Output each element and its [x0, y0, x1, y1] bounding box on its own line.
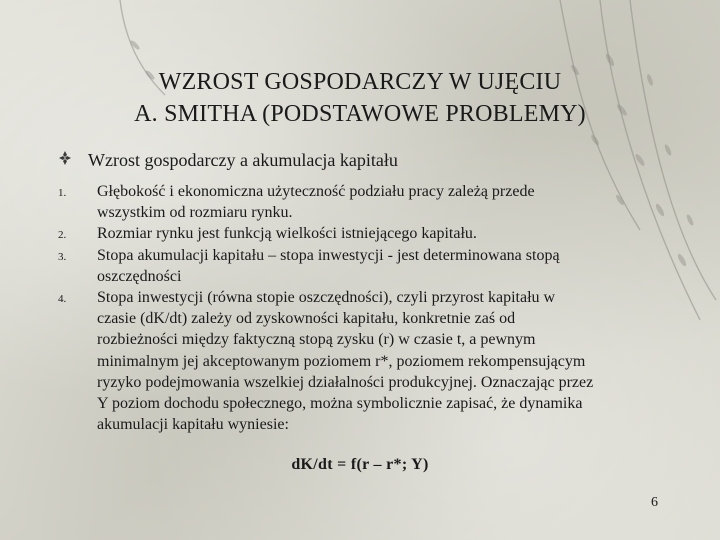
- page-number: 6: [651, 495, 658, 510]
- list-item-line: oszczędności: [97, 267, 182, 285]
- formula: dK/dt = f(r – r*; Y): [291, 456, 429, 473]
- list-item-line: czasie (dK/dt) zależy od zyskowności kapitału, konkretnie zaś od: [97, 310, 516, 328]
- four-leaf-diamond-icon: [58, 150, 72, 166]
- list-item: [58, 287, 662, 435]
- main-bullet-text: Wzrost gospodarczy a akumulacja kapitału: [88, 150, 398, 170]
- list-item-number: 4.: [58, 293, 67, 306]
- list-item-line: Stopa akumulacji kapitału – stopa inwestycji - jest determinowana stopą: [97, 246, 560, 264]
- list-item: [58, 223, 662, 244]
- list-item-line: Y poziom dochodu społecznego, można symbolicznie zapisać, że dynamika: [97, 395, 583, 413]
- list-item-number: 3.: [58, 250, 67, 263]
- list-item-number: 2.: [58, 229, 67, 242]
- list-item: [58, 245, 662, 287]
- list-item-line: wszystkim od rozmiaru rynku.: [97, 204, 293, 222]
- list-item-line: akumulacji kapitału wyniesie:: [97, 416, 289, 434]
- list-item-line: minimalnym jej akceptowanym poziomem r*, poziomem rekompensującym: [97, 352, 586, 370]
- list-item-line: Stopa inwestycji (równa stopie oszczędności), czyli przyrost kapitału w: [97, 289, 556, 307]
- list-item-line: Głębokość i ekonomiczna użyteczność podziału pracy zależą przede: [97, 183, 535, 200]
- list-item-line: rozbieżności między faktyczną stopą zysku (r) w czasie t, a pewnym: [97, 331, 536, 349]
- list-item: [58, 181, 662, 223]
- slide-title-line-2: A. SMITHA (PODSTAWOWE PROBLEMY): [134, 101, 586, 127]
- list-item-line: Rozmiar rynku jest funkcją wielkości istniejącego kapitału.: [97, 225, 477, 243]
- slide-title-line-1: WZROST GOSPODARCZY W UJĘCIU: [158, 69, 562, 95]
- list-item-line: ryzyko podejmowania wszelkiej działalności produkcyjnej. Oznaczając przez: [97, 373, 594, 391]
- slide-title: [40, 66, 680, 130]
- list-item-number: 1.: [58, 187, 67, 199]
- numbered-list: [58, 181, 662, 435]
